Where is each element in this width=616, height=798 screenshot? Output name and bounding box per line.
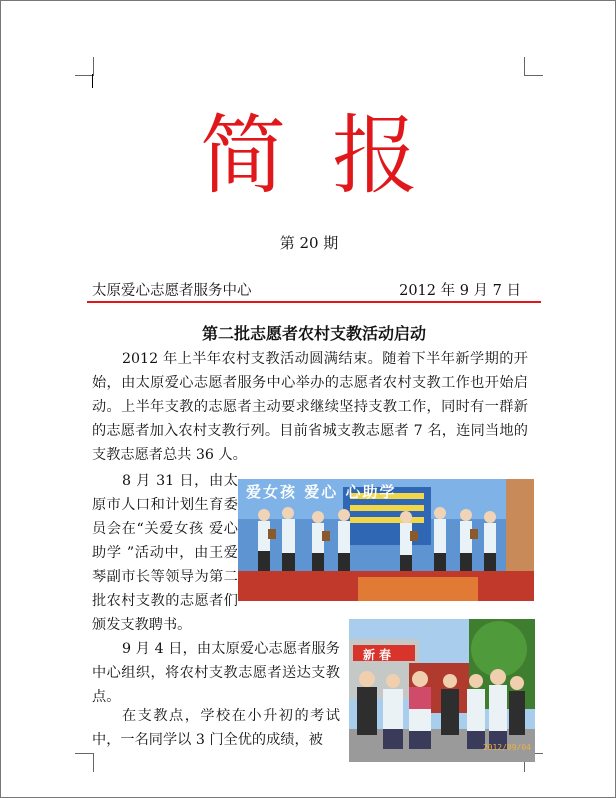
issue-date: 2012 年 9 月 7 日 bbox=[399, 283, 521, 299]
paragraph-2: 8 月 31 日，由太原市人口和计划生育委员会在“关爱女孩 爱心助学 ”活动中，由王爱琴副市长等领导为第二批农村支教的志愿者们颁发支教聘书。 bbox=[92, 473, 238, 633]
text-cursor bbox=[92, 74, 93, 88]
article-headline: 第二批志愿者农村支教活动启动 bbox=[201, 324, 426, 343]
organization-name: 太原爱心志愿者服务中心 bbox=[92, 283, 252, 299]
paragraph-3: 9 月 4 日，由太原爱心志愿者服务中心组织，将农村支教志愿者送达支教点。 bbox=[92, 641, 340, 705]
paragraph-1: 2012 年上半年农村支教活动圆满结束。随着下半年新学期的开始，由太原爱心志愿者服务中心举办的志愿者农村支教工作也开始启动。上半年支教的志愿者主动要求继续坚持支教工作，同时有一群新的志愿者加入农村支教行列。目前省城支教志愿者 7 名，连同当地的支教志愿者总共 36 人。 bbox=[92, 351, 528, 463]
paragraph-4: 在支教点，学校在小升初的考试中，一名同学以 3 门全优的成绩，被 bbox=[92, 708, 340, 748]
bulletin-title: 简报 bbox=[200, 106, 464, 206]
crop-mark-top-right bbox=[524, 57, 543, 76]
ceremony-photo bbox=[238, 479, 534, 601]
arrival-photo bbox=[349, 619, 535, 762]
banner-text: 爱女孩 爱心 心助学 bbox=[246, 483, 397, 501]
header-divider bbox=[87, 301, 541, 303]
building-sign: 新春 bbox=[363, 648, 396, 662]
crop-mark-bottom-left bbox=[75, 753, 94, 772]
photo-date-stamp: 2012/09/04 bbox=[482, 743, 531, 752]
issue-number: 第 20 期 bbox=[279, 234, 339, 252]
